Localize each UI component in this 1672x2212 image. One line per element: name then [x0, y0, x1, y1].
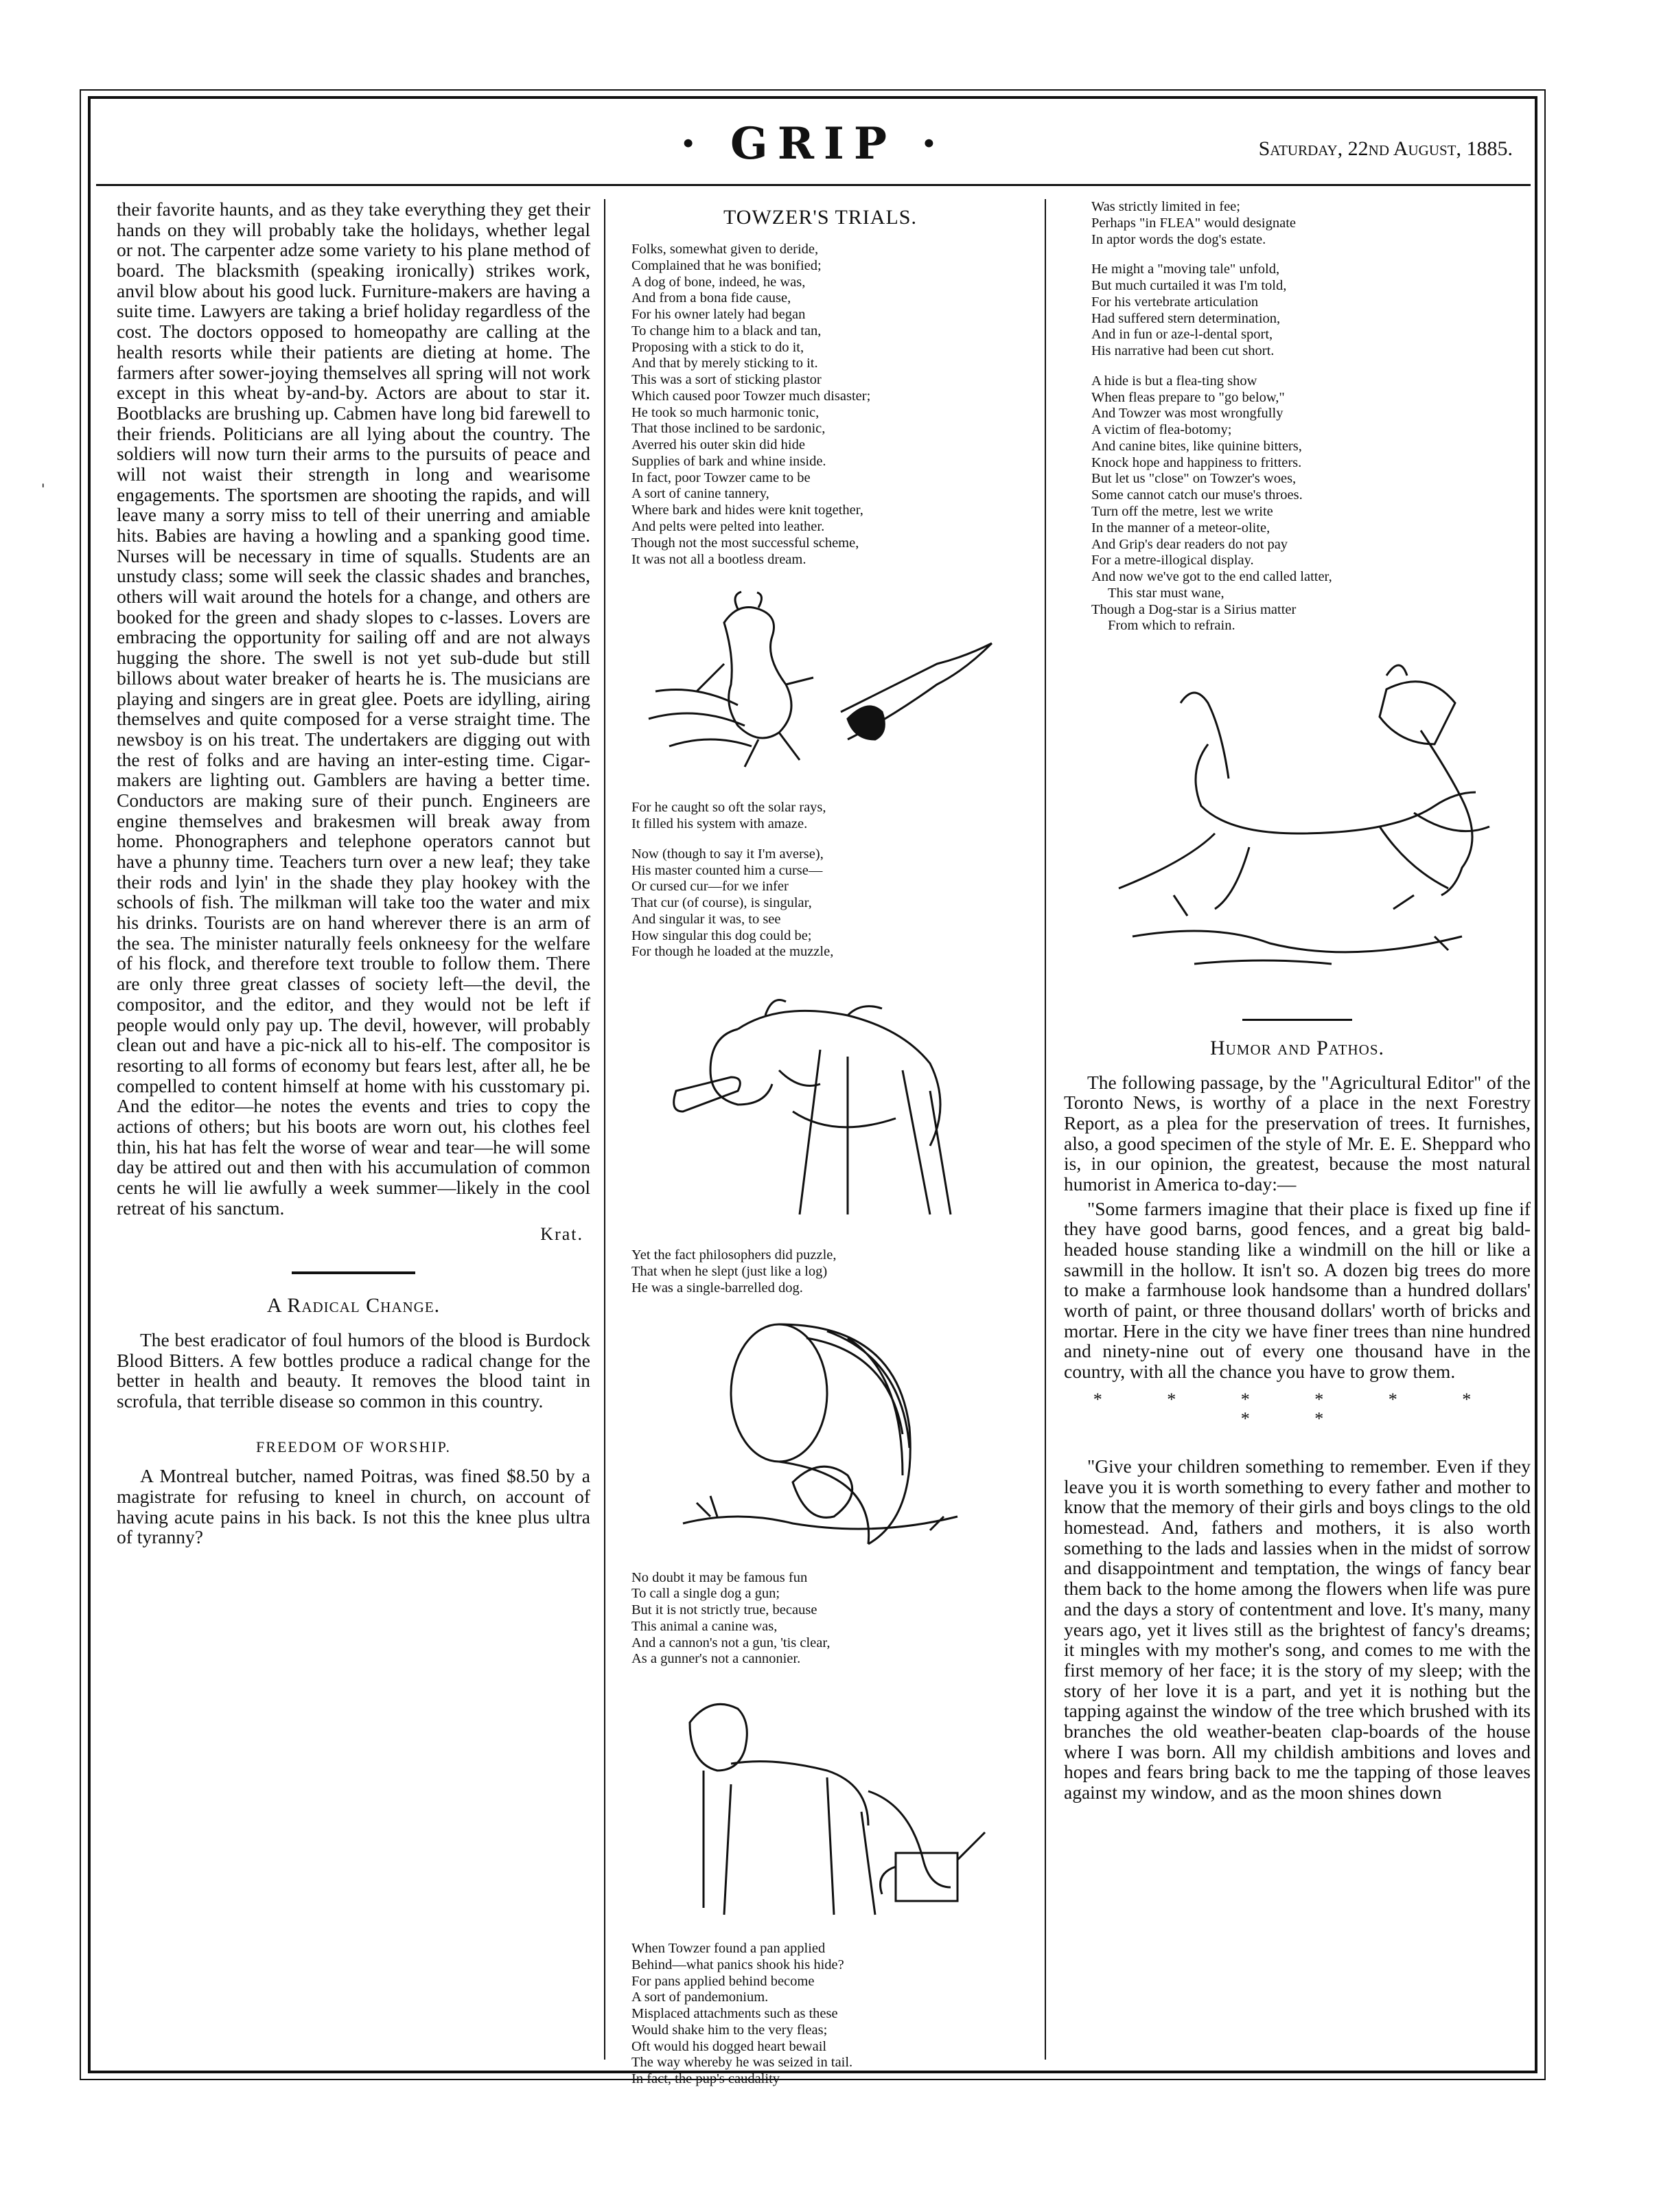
- verse-line: And Towzer was most wrongfully: [1091, 406, 1284, 422]
- verse-line: Behind—what panics shook his hide?: [631, 1957, 844, 1972]
- poem-title: TOWZER'S TRIALS.: [723, 206, 917, 229]
- radical-change-heading: A Radical Change.: [266, 1294, 441, 1317]
- verse-line: In the manner of a meteor-olite,: [1091, 520, 1270, 535]
- dog-howling-illustration: [1091, 648, 1503, 1005]
- verse-line: And canine bites, like quinine bitters,: [1091, 438, 1302, 454]
- verse-line: For though he loaded at the muzzle,: [631, 944, 834, 960]
- masthead-title: · GRIP ·: [680, 118, 947, 170]
- verse-line: Averred his outer skin did hide: [631, 437, 805, 453]
- verse-line: When Towzer found a pan applied: [631, 1941, 826, 1957]
- verse-line: Perhaps "in FLEA" would designate: [1091, 215, 1297, 231]
- verse-line: To change him to a black and tan,: [631, 323, 822, 338]
- verse-line: How singular this dog could be;: [631, 928, 812, 943]
- verse-line: Though a Dog-star is a Sirius matter: [1091, 601, 1297, 617]
- verse-line: Or cursed cur—for we infer: [631, 879, 789, 895]
- verse-line: In fact, the pup's caudality: [631, 2071, 780, 2087]
- poem-stanza-1: [631, 242, 1023, 568]
- verse-line: And that by merely sticking to it.: [631, 356, 818, 371]
- verse-line: Would shake him to the very fleas;: [631, 2022, 828, 2038]
- poem-stanza-4: [631, 1247, 1023, 1296]
- verse-line: Where bark and hides were knit together,: [631, 503, 863, 518]
- verse-line: Which caused poor Towzer much disaster;: [631, 388, 871, 404]
- verse-line: This star must wane,: [1108, 585, 1224, 601]
- verse-line: Misplaced attachments such as these: [631, 2006, 838, 2022]
- verse-line: For a metre-illogical display.: [1091, 553, 1254, 568]
- verse-line: Folks, somewhat given to deride,: [631, 242, 819, 257]
- verse-line: And from a bona fide cause,: [631, 290, 791, 306]
- poem-stanza-9: [1091, 373, 1531, 634]
- verse-line: For he caught so oft the solar rays,: [631, 800, 826, 816]
- verse-line: When fleas prepare to "go below,": [1091, 389, 1285, 405]
- section-divider: [292, 1271, 415, 1274]
- dog-in-barrel-illustration: [669, 1311, 971, 1558]
- verse-line: Supplies of bark and whine inside.: [631, 453, 826, 469]
- verse-line: This was a sort of sticking plastor: [631, 372, 822, 388]
- verse-line: That cur (of course), is singular,: [631, 895, 812, 911]
- verse-line: In aptor words the dog's estate.: [1091, 231, 1266, 247]
- poem-stanza-5: [631, 1570, 1023, 1668]
- column-2: [618, 199, 1023, 2087]
- verse-line: His master counted him a curse—: [631, 862, 823, 878]
- verse-line: It was not all a bootless dream.: [631, 551, 806, 567]
- poem-stanza-7: [1091, 199, 1531, 248]
- verse-line: But it is not strictly true, because: [631, 1602, 817, 1618]
- poem-stanza-2: [631, 800, 1023, 833]
- verse-line: And a cannon's not a gun, 'tis clear,: [631, 1635, 831, 1650]
- dog-sunning-illustration: [642, 581, 999, 787]
- verse-line: Some cannot catch our muse's throes.: [1091, 487, 1303, 503]
- verse-line: Knock hope and happiness to fritters.: [1091, 454, 1302, 470]
- verse-line: And in fun or aze-l-dental sport,: [1091, 327, 1273, 343]
- page-header: [96, 103, 1531, 178]
- verse-line: For his vertebrate articulation: [1091, 294, 1259, 310]
- header-rule: [96, 184, 1531, 186]
- poem-stanza-3: [631, 846, 1023, 960]
- verse-line: A sort of pandemonium.: [631, 1990, 769, 2005]
- verse-line: Turn off the metre, lest we write: [1091, 504, 1273, 520]
- verse-line: From which to refrain.: [1108, 618, 1235, 634]
- margin-mark: ': [41, 481, 45, 497]
- verse-line: For pans applied behind become: [631, 1973, 815, 1989]
- verse-line: No doubt it may be famous fun: [631, 1569, 808, 1585]
- verse-line: He took so much harmonic tonic,: [631, 404, 820, 420]
- verse-line: It filled his system with amaze.: [631, 816, 808, 832]
- verse-line: This animal a canine was,: [631, 1618, 778, 1634]
- verse-line: A victim of flea-botomy;: [1091, 422, 1232, 438]
- verse-line: A sort of canine tannery,: [631, 486, 769, 502]
- freedom-body: A Montreal butcher, named Poitras, was fined $8.50 by a magistrate for refusing to kneel in church, on account of having acute pains in his back. Is not this the knee plus ultra of tyranny?: [117, 1465, 590, 1548]
- verse-line: Complained that he was bonified;: [631, 257, 822, 273]
- verse-line: Now (though to say it I'm averse),: [631, 846, 824, 862]
- verse-line: Was strictly limited in fee;: [1091, 199, 1240, 214]
- column-3: [1064, 199, 1531, 2062]
- verse-line: As a gunner's not a cannonier.: [631, 1651, 801, 1667]
- dog-with-pan-illustration: [649, 1681, 992, 1928]
- verse-line: Proposing with a stick to do it,: [631, 339, 804, 355]
- verse-line: In fact, poor Towzer came to be: [631, 470, 811, 485]
- poem-stanza-6: [631, 1941, 1023, 2088]
- freedom-heading: FREEDOM OF WORSHIP.: [256, 1438, 451, 1455]
- verse-line: And singular it was, to see: [631, 911, 781, 927]
- section-divider: [1242, 1019, 1352, 1021]
- humor-pathos-heading: Humor and Pathos.: [1209, 1037, 1385, 1060]
- verse-line: And now we've got to the end called latter,: [1091, 569, 1332, 585]
- verse-line: A dog of bone, indeed, he was,: [631, 274, 806, 290]
- column-rule-1: [604, 199, 605, 2060]
- humor-quote-1: "Some farmers imagine that their place is fixed up fine if they have good barns, good fences, and a great big bald-headed house standing like a windmill on the hill or like a sawmill in the hollow. It isn't so. A dozen big trees do more to make a farmhouse look handsome than a hundred dollars' worth of paint, or three thousand dollars' worth of bricks and mortar. Here in the city we have finer trees than nine hundred and ninety-nine out of every one thousand have in the country, with all the chance you have to grow them.: [1064, 1197, 1531, 1383]
- radical-change-body: The best eradicator of foul humors of the blood is Burdock Blood Bitters. A few bottles produce a radical change for the better in health and beauty. It removes the blood taint in scrofula, that terrible disease so common in this country.: [117, 1328, 590, 1412]
- verse-line: And Grip's dear readers do not pay: [1091, 536, 1288, 552]
- humor-quote-2: "Give your children something to remember. Even if they leave you it is worth something to every father and mother to know that the memory of their girls and boys clings to the old homestead. And, fathers and mothers, it is also worth something to the lads and lassies when in the midst of sorrow and disappointment and temptation, the wings of fancy bear them back to the home among the flowers when life was pure and the days a story of contentment and love. It's many, many years ago, yet it lives still as the brightest of fancy's dreams; it mingles with my mother's song, and comes to me with the first memory of her face; it is the story of my sleep; with the story of her love it is a part, and yet it is nothing but the tapping against the window of the tree which brushed with its branches the old weather-beaten clap-boards of the house where I was born. All my childish ambitions and loves and hopes and fears bring back to me the tapping of those leaves against my window, and as the moon shines down: [1064, 1455, 1531, 1803]
- verse-line: And pelts were pelted into leather.: [631, 519, 825, 535]
- issue-date: Saturday, 22nd August, 1885.: [1258, 137, 1513, 160]
- column-1: [117, 199, 590, 2062]
- article-body: their favorite haunts, and as they take everything they get their hands on they will probably take the holidays, whether legal or not. The carpenter adze some variety to his plane method of board. The blacksmith (speaking ironically) strikes work, anvil blow about his good luck. Furniture-makers are having a suite time. Lawyers are taking a brief holiday regardless of the cost. The doctors opposed to homeopathy are calling at the health resorts while their patients are dieting at home. The farmers after sower-joying themselves all spring will not work except in this wheat by-and-by. Actors are about to star it. Bootblacks are brushing up. Cabmen have long bid farewell to their friends. Politicians are all lying about the country. The soldiers will now turn their arms to the pursuits of peace and will not waist their strength in long and wearisome engagements. The sportsmen are shooting the rapids, and will leave many a sorry miss to tell of their unerring and amiable hits. Babies are having a howling and a spanking good time. Nurses will be necessary in time of squalls. Students are an unstudy class; some will seek the classic shades and branches, others will wait around the hotels for a change, and others are booked for the green and shady slopes to c-lasses. Lovers are embracing the opportunity for sailing off and are not always hugging the shore. The swell is not yet sub-dude but still billows about water breaker of hearts he is. The musicians are playing and singers are in great glee. Poets are idylling, airing themselves and quite composed for a verse straight time. The newsboy is on his treat. The undertakers are digging out with the rest of folks and are having an inter-esting time. Cigar-makers are lighting out. Gamblers are having a better time. Conductors are making sure of their punch. Engineers are engine themselves and brakesmen will break away from home. Phonographers and telephone operators cannot but have a phunny time. Teachers turn over a new leaf; they take their rods and lyin' in the shade they play hookey with the schools of fish. The milkman will take too the water and mix his drinks. Tourists are on hand wherever there is an arm of the sea. The minister naturally feels onkneesy for the welfare of his flock, and therefore text trouble to follow them. There are only three great classes of society left—the devil, the compositor, and the editor, and they would not be left if people would only pay up. The devil, however, will probably clean out and have a pic-nick all to his-elf. The compositor is resorting to all forms of economy but fears lest, after all, he be compelled to content himself at home with his cusstomary pi. And the editor—he notes the events and tries to copy the actions of others; but his boots are worn out, his clothes feel thin, his hat has felt the worse of wear and tear—he will some day be attired out and then with his accumulation of common cents he will lie awfully a week summer—likely in the cool retreat of his sanctum.: [117, 198, 590, 1219]
- verse-line: But much curtailed it was I'm told,: [1091, 278, 1287, 294]
- verse-line: Though not the most successful scheme,: [631, 535, 859, 551]
- verse-line: That when he slept (just like a log): [631, 1263, 828, 1279]
- verse-line: His narrative had been cut short.: [1091, 343, 1275, 359]
- verse-line: Yet the fact philosophers did puzzle,: [631, 1247, 837, 1263]
- article-signature: Krat.: [540, 1224, 583, 1245]
- section-stars: * * * * * * * *: [1093, 1389, 1502, 1429]
- verse-line: A hide is but a flea-ting show: [1091, 373, 1257, 389]
- verse-line: To call a single dog a gun;: [631, 1586, 780, 1602]
- verse-line: Had suffered stern determination,: [1091, 310, 1281, 326]
- verse-line: He might a "moving tale" unfold,: [1091, 262, 1280, 277]
- verse-line: Oft would his dogged heart bewail: [631, 2038, 827, 2054]
- column-rule-2: [1045, 199, 1046, 2060]
- dog-with-bone-illustration: [655, 974, 985, 1235]
- verse-line: For his owner lately had began: [631, 307, 806, 323]
- verse-line: The way whereby he was seized in tail.: [631, 2055, 853, 2071]
- poem-stanza-8: [1091, 262, 1531, 360]
- humor-intro: The following passage, by the "Agricultural Editor" of the Toronto News, is worthy of a place in the next Forestry Report, as a plea for the preservation of trees. It furnishes, also, a good specimen of the style of Mr. E. E. Sheppard who is, in our opinion, the greatest, because the most natural humorist in America to-day:—: [1064, 1071, 1531, 1195]
- verse-line: That those inclined to be sardonic,: [631, 421, 826, 437]
- verse-line: But let us "close" on Towzer's woes,: [1091, 471, 1297, 487]
- verse-line: He was a single-barrelled dog.: [631, 1280, 803, 1295]
